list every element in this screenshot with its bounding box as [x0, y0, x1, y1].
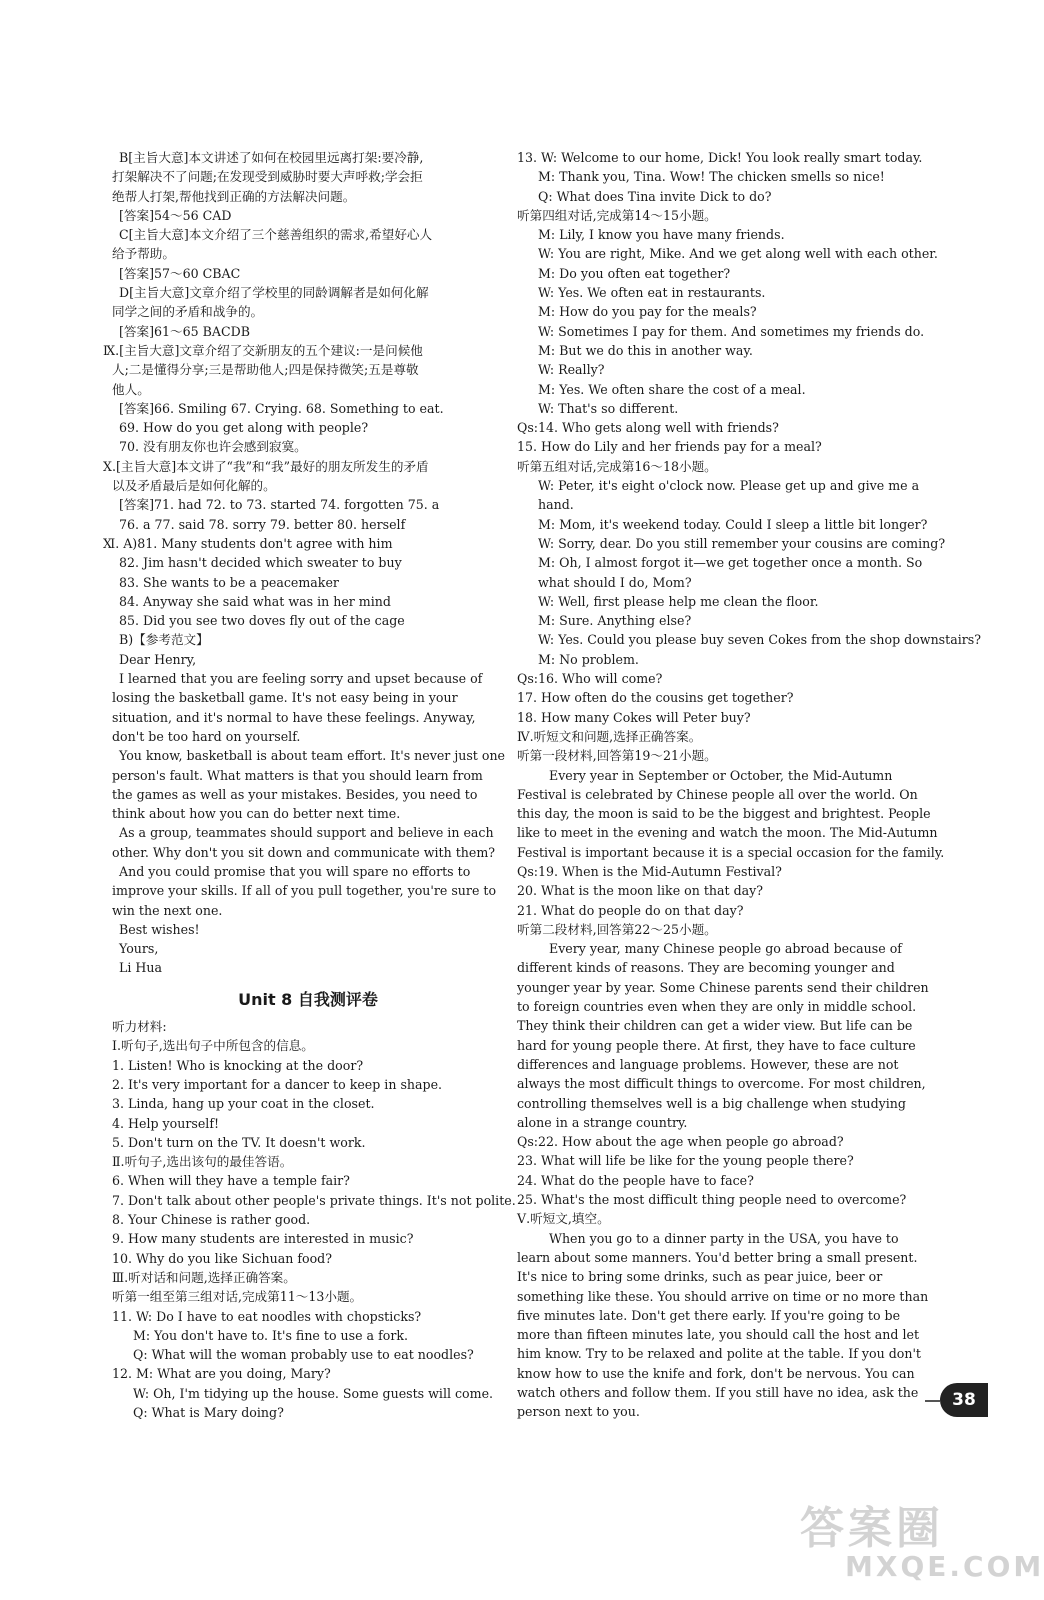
right-text-line: W: Sometimes I pay for them. And sometimes my friends do.	[538, 323, 925, 339]
left-text-line: losing the basketball game. It's not easy being in your	[112, 690, 458, 706]
left-text-line: 83. She wants to be a peacemaker	[119, 574, 339, 590]
right-text-line: W: You are right, Mike. And we get along well with each other.	[538, 246, 938, 262]
right-text-line: M: Lily, I know you have many friends.	[538, 227, 785, 243]
right-text-line: 17. How often do the cousins get together?	[517, 690, 794, 706]
left-text-line: 10. Why do you like Sichuan food?	[112, 1250, 332, 1266]
right-text-line: Qs:14. Who gets along well with friends?	[517, 420, 779, 436]
left-text-line: 84. Anyway she said what was in her mind	[119, 593, 391, 609]
page-number: 38	[940, 1383, 988, 1417]
left-text-line: 2. It's very important for a dancer to keep in shape.	[112, 1076, 443, 1092]
right-text-line: M: But we do this in another way.	[538, 342, 753, 358]
left-text-line: [答案]61～65 BACDB	[119, 323, 250, 339]
left-text-line: the games as well as your mistakes. Besides, you need to	[112, 786, 478, 802]
right-text-line: controlling themselves well is a big challenge when studying	[517, 1095, 906, 1111]
right-text-line: watch others and follow them. If you still have no idea, ask the	[517, 1385, 919, 1400]
left-text-line: And you could promise that you will spare no efforts to	[119, 863, 471, 879]
right-text-line: It's nice to bring some drinks, such as pear juice, beer or	[517, 1269, 883, 1285]
left-text-line: Ⅰ.听句子,选出句子中所包含的信息。	[112, 1038, 314, 1054]
left-text-line: 以及矛盾最后是如何化解的。	[112, 478, 276, 494]
left-text-line: 人;二是懂得分享;三是帮助他人;四是保持微笑;五是尊敬	[112, 362, 419, 378]
right-text-line: M: Yes. We often share the cost of a meal.	[538, 381, 806, 397]
right-text-line: 13. W: Welcome to our home, Dick! You look really smart today.	[517, 150, 923, 165]
left-text-line: 他人。	[112, 381, 150, 397]
right-text-line: 听第四组对话,完成第14～15小题。	[517, 207, 717, 223]
right-text-line: W: That's so different.	[538, 400, 679, 416]
right-text-line: more than fifteen minutes late, you should call the host and let	[517, 1327, 920, 1343]
right-text-line: Ⅳ.听短文和问题,选择正确答案。	[517, 728, 702, 744]
left-text-line: Q: What is Mary doing?	[133, 1405, 284, 1420]
right-text-line: person next to you.	[517, 1404, 640, 1420]
right-text-line: him know. Try to be relaxed and polite at the table. If you don't	[517, 1346, 921, 1362]
left-text-line: You know, basketball is about team effort. It's never just one	[119, 748, 506, 764]
left-text-line: 11. W: Do I have to eat noodles with chopsticks?	[112, 1308, 422, 1324]
right-text-line: W: Really?	[538, 362, 605, 378]
right-text-line: 25. What's the most difficult thing people need to overcome?	[517, 1192, 907, 1208]
left-text-line: 70. 没有朋友你也许会感到寂寞。	[119, 439, 307, 455]
right-text-line: 21. What do people do on that day?	[517, 902, 744, 918]
left-text-line: Ⅲ.听对话和问题,选择正确答案。	[112, 1269, 296, 1285]
left-text-line: don't be too hard on yourself.	[112, 728, 301, 744]
right-text-line: Q: What does Tina invite Dick to do?	[538, 188, 772, 204]
right-text-line: They think their children can get a wider view. But life can be	[517, 1018, 913, 1034]
right-text-line: hard for young people there. At first, they have to face culture	[517, 1037, 916, 1053]
left-text-line: win the next one.	[112, 902, 223, 918]
right-text-line: hand.	[538, 497, 574, 513]
left-text-line: B)【参考范文】	[119, 632, 209, 648]
right-text-line: 15. How do Lily and her friends pay for a meal?	[517, 439, 822, 455]
right-text-line: different kinds of reasons. They are becoming younger and	[517, 960, 895, 976]
left-text-line: Dear Henry,	[119, 651, 197, 667]
right-text-line: W: Peter, it's eight o'clock now. Please get up and give me a	[538, 478, 920, 494]
watermark-url: MXQE.COM	[845, 1550, 1044, 1583]
left-text-line: M: You don't have to. It's fine to use a fork.	[133, 1327, 408, 1343]
right-text-line: When you go to a dinner party in the USA, you have to	[549, 1230, 899, 1246]
right-text-line: like to meet in the evening and watch the moon. The Mid-Autumn	[517, 825, 938, 841]
right-text-line: 听第一段材料,回答第19～21小题。	[517, 748, 717, 764]
right-text-line: M: Mom, it's weekend today. Could I sleep a little bit longer?	[538, 516, 928, 532]
right-text-line: 18. How many Cokes will Peter buy?	[517, 709, 751, 725]
left-text-line: person's fault. What matters is that you should learn from	[112, 767, 483, 783]
left-text-line: 69. How do you get along with people?	[119, 420, 369, 436]
left-text-line: I learned that you are feeling sorry and upset because of	[119, 671, 483, 687]
right-text-line: 听第五组对话,完成第16～18小题。	[517, 458, 717, 474]
left-text-line: 听第一组至第三组对话,完成第11～13小题。	[112, 1289, 363, 1305]
left-text-line: Ⅱ.听句子,选出该句的最佳答语。	[112, 1154, 293, 1170]
right-text-line: Ⅴ.听短文,填空。	[517, 1211, 610, 1227]
left-text-line: Ⅸ.[主旨大意]文章介绍了交新朋友的五个建议:一是问候他	[103, 342, 423, 358]
left-text-line: D[主旨大意]文章介绍了学校里的同龄调解者是如何化解	[119, 285, 429, 301]
left-column	[103, 148, 516, 1422]
right-text-line: Festival is important because it is a special occasion for the family.	[517, 844, 945, 860]
left-text-line: Ⅺ. A)81. Many students don't agree with him	[103, 535, 393, 551]
left-text-line: [答案]54～56 CAD	[119, 207, 232, 223]
right-text-line: something like these. You should arrive on time or no more than	[517, 1288, 929, 1304]
right-text-line: differences and language problems. However, these are not	[517, 1056, 899, 1072]
right-text-line: alone in a strange country.	[517, 1114, 688, 1130]
right-text-line: Every year in September or October, the Mid-Autumn	[549, 767, 893, 783]
right-text-line: five minutes late. Don't get there early. If you're going to be	[517, 1307, 901, 1323]
left-text-line: 给予帮助。	[112, 246, 175, 262]
left-text-line: 听力材料:	[112, 1019, 167, 1035]
right-text-line: always the most difficult things to overcome. For most children,	[517, 1076, 926, 1092]
left-text-line: B[主旨大意]本文讲述了如何在校园里远离打架:要冷静,	[119, 150, 424, 165]
left-text-line: [答案]66. Smiling 67. Crying. 68. Something to eat.	[119, 400, 444, 416]
right-text-line: 20. What is the moon like on that day?	[517, 883, 764, 899]
right-text-line: Qs:19. When is the Mid-Autumn Festival?	[517, 863, 782, 879]
right-text-line: W: Sorry, dear. Do you still remember your cousins are coming?	[538, 535, 946, 551]
left-text-line: 打架解决不了问题;在发现受到威胁时要大声呼救;学会拒	[112, 169, 423, 185]
left-text-line: 82. Jim hasn't decided which sweater to buy	[119, 555, 402, 571]
right-text-line: younger year by year. Some Chinese parents send their children	[517, 979, 929, 995]
right-text-line: W: Yes. Could you please buy seven Cokes from the shop downstairs?	[538, 632, 981, 648]
right-text-line: M: Sure. Anything else?	[538, 613, 692, 629]
right-text-line: this day, the moon is said to be the biggest and brightest. People	[517, 806, 931, 822]
right-text-line: Qs:22. How about the age when people go abroad?	[517, 1134, 844, 1150]
watermark-brand: 答案圈	[800, 1503, 944, 1554]
left-text-line: 8. Your Chinese is rather good.	[112, 1212, 311, 1228]
right-text-line: learn about some manners. You'd better bring a small present.	[517, 1249, 918, 1265]
left-text-line: other. Why don't you sit down and communicate with them?	[112, 844, 496, 860]
unit-title: Unit 8 自我测评卷	[238, 989, 378, 1009]
left-text-line: think about how you can do better next time.	[112, 806, 401, 822]
right-text-line: 24. What do the people have to face?	[517, 1172, 754, 1188]
right-text-line: W: Well, first please help me clean the floor.	[538, 593, 819, 609]
left-text-line: situation, and it's normal to have these feelings. Anyway,	[112, 709, 476, 725]
right-text-line: what should I do, Mom?	[538, 574, 692, 590]
right-text-line: M: Oh, I almost forgot it—we get together once a month. So	[538, 555, 923, 571]
right-text-line: 听第二段材料,回答第22～25小题。	[517, 921, 717, 937]
right-text-line: M: Thank you, Tina. Wow! The chicken smells so nice!	[538, 169, 885, 185]
left-text-line: 1. Listen! Who is knocking at the door?	[112, 1057, 364, 1073]
left-text-line: 4. Help yourself!	[112, 1115, 220, 1131]
left-text-line: C[主旨大意]本文介绍了三个慈善组织的需求,希望好心人	[119, 227, 433, 243]
right-text-line: W: Yes. We often eat in restaurants.	[538, 285, 766, 301]
left-text-line: Best wishes!	[119, 921, 200, 937]
right-text-line: Festival is celebrated by Chinese people all over the world. On	[517, 786, 918, 802]
left-text-line: 9. How many students are interested in music?	[112, 1231, 414, 1247]
left-text-line: As a group, teammates should support and believe in each	[119, 825, 494, 841]
left-text-line: improve your skills. If all of you pull together, you're sure to	[112, 883, 497, 899]
right-text-line: Qs:16. Who will come?	[517, 671, 663, 687]
right-text-line: Every year, many Chinese people go abroad because of	[549, 941, 902, 957]
left-text-line: 12. M: What are you doing, Mary?	[112, 1366, 331, 1382]
left-text-line: W: Oh, I'm tidying up the house. Some guests will come.	[133, 1385, 494, 1401]
right-text-line: M: Do you often eat together?	[538, 265, 731, 281]
left-text-line: [答案]57～60 CBAC	[119, 265, 241, 281]
left-text-line: 3. Linda, hang up your coat in the closet.	[112, 1096, 375, 1112]
left-text-line: Yours,	[119, 941, 159, 957]
right-text-line: to foreign countries even when they are only in middle school.	[517, 999, 917, 1015]
right-text-line: M: No problem.	[538, 651, 639, 667]
left-text-line: 7. Don't talk about other people's private things. It's not polite.	[112, 1192, 516, 1208]
left-text-line: 绝帮人打架,帮他找到正确的方法解决问题。	[112, 188, 356, 204]
page-number-rule	[925, 1400, 940, 1402]
right-text-line: M: How do you pay for the meals?	[538, 304, 757, 320]
left-text-line: 76. a 77. said 78. sorry 79. better 80. herself	[119, 516, 406, 532]
left-text-line: [答案]71. had 72. to 73. started 74. forgotten 75. a	[119, 497, 440, 513]
left-text-line: Ⅹ.[主旨大意]本文讲了“我”和“我”最好的朋友所发生的矛盾	[103, 458, 429, 474]
left-text-line: 5. Don't turn on the TV. It doesn't work.	[112, 1134, 366, 1150]
left-text-line: Li Hua	[119, 960, 162, 976]
left-text-line: 85. Did you see two doves fly out of the cage	[119, 613, 405, 629]
left-text-line: Q: What will the woman probably use to eat noodles?	[133, 1347, 474, 1363]
right-text-line: 23. What will life be like for the young people there?	[517, 1153, 854, 1169]
left-text-line: 同学之间的矛盾和战争的。	[112, 304, 264, 320]
left-text-line: 6. When will they have a temple fair?	[112, 1173, 350, 1189]
right-text-line: know how to use the knife and fork, don't be nervous. You can	[517, 1365, 915, 1381]
